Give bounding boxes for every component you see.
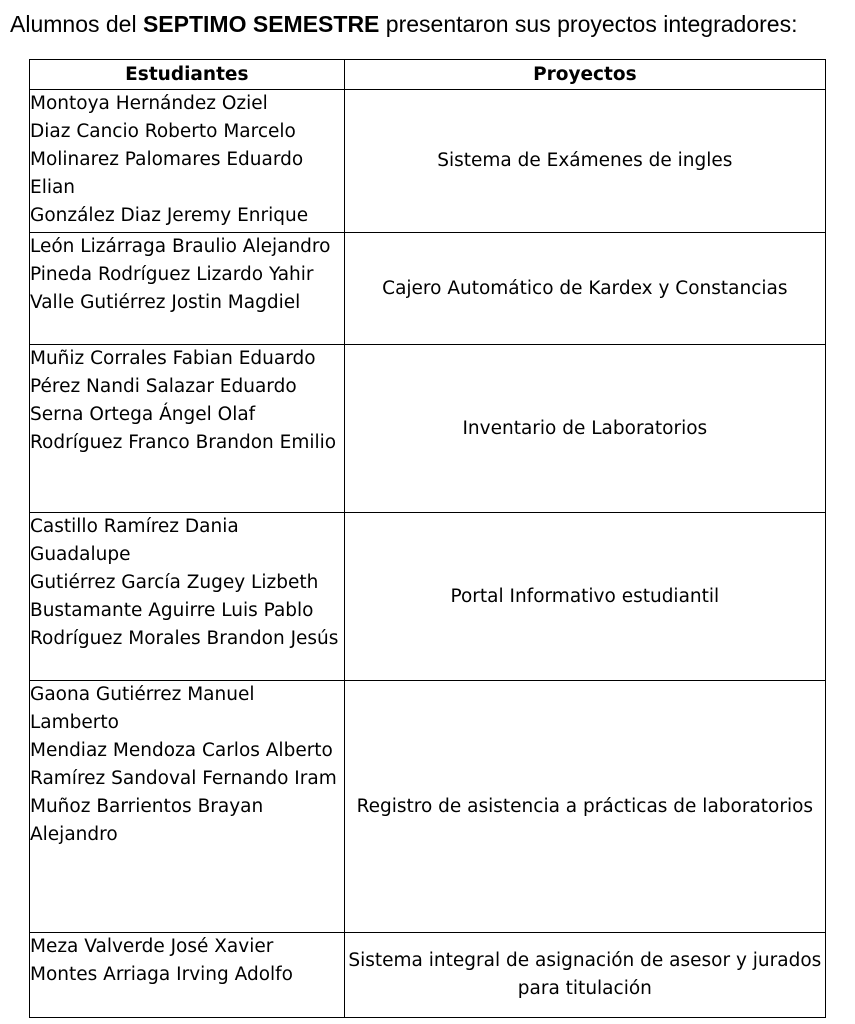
project-cell: Inventario de Laboratorios <box>344 345 825 513</box>
students-cell <box>30 345 345 513</box>
student-name: León Lizárraga Braulio Alejandro <box>30 236 331 257</box>
student-name: Mendiaz Mendoza Carlos Alberto <box>30 740 333 761</box>
project-cell: Sistema integral de asignación de asesor y jurados para titulación <box>344 933 825 1018</box>
student-name: Montes Arriaga Irving Adolfo <box>30 964 294 985</box>
students-cell <box>30 933 345 1018</box>
projects-column-header: Proyectos <box>344 60 825 90</box>
student-name: Rodríguez Franco Brandon Emilio <box>30 432 337 453</box>
table-row <box>30 345 826 513</box>
project-cell: Cajero Automático de Kardex y Constancias <box>344 233 825 345</box>
student-name: Bustamante Aguirre Luis Pablo <box>30 600 314 621</box>
student-name: Pineda Rodríguez Lizardo Yahir <box>30 264 314 285</box>
student-name: González Diaz Jeremy Enrique <box>30 205 309 226</box>
student-name: Castillo Ramírez Dania Guadalupe <box>30 516 239 565</box>
students-column-header: Estudiantes <box>30 60 345 90</box>
students-cell <box>30 233 345 345</box>
student-name: Serna Ortega Ángel Olaf <box>30 404 256 425</box>
table-header-row <box>30 60 826 90</box>
table-row <box>30 513 826 681</box>
student-name: Pérez Nandi Salazar Eduardo <box>30 376 297 397</box>
student-name: Rodríguez Morales Brandon Jesús <box>30 628 339 649</box>
students-cell <box>30 513 345 681</box>
project-cell: Registro de asistencia a prácticas de laboratorios <box>344 681 825 933</box>
project-cell: Portal Informativo estudiantil <box>344 513 825 681</box>
student-name: Gaona Gutiérrez Manuel Lamberto <box>30 684 255 733</box>
table-row <box>30 933 826 1018</box>
student-name: Valle Gutiérrez Jostin Magdiel <box>30 292 301 313</box>
student-name: Montoya Hernández Oziel <box>30 93 268 114</box>
student-name: Diaz Cancio Roberto Marcelo <box>30 121 296 142</box>
projects-table <box>29 59 826 1018</box>
students-cell <box>30 681 345 933</box>
student-name: Muñiz Corrales Fabian Eduardo <box>30 348 316 369</box>
student-name: Gutiérrez García Zugey Lizbeth <box>30 572 319 593</box>
page-heading <box>10 9 797 39</box>
student-name: Muñoz Barrientos Brayan Alejandro <box>30 796 264 845</box>
heading-suffix: presentaron sus proyectos integradores: <box>379 11 798 37</box>
table-row <box>30 681 826 933</box>
heading-prefix: Alumnos del <box>10 11 143 37</box>
project-cell: Sistema de Exámenes de ingles <box>344 90 825 233</box>
student-name: Ramírez Sandoval Fernando Iram <box>30 768 337 789</box>
student-name: Molinarez Palomares Eduardo Elian <box>30 149 304 198</box>
table-row <box>30 233 826 345</box>
student-name: Meza Valverde José Xavier <box>30 936 274 957</box>
students-cell <box>30 90 345 233</box>
table-row <box>30 90 826 233</box>
heading-semester: SEPTIMO SEMESTRE <box>142 11 380 37</box>
